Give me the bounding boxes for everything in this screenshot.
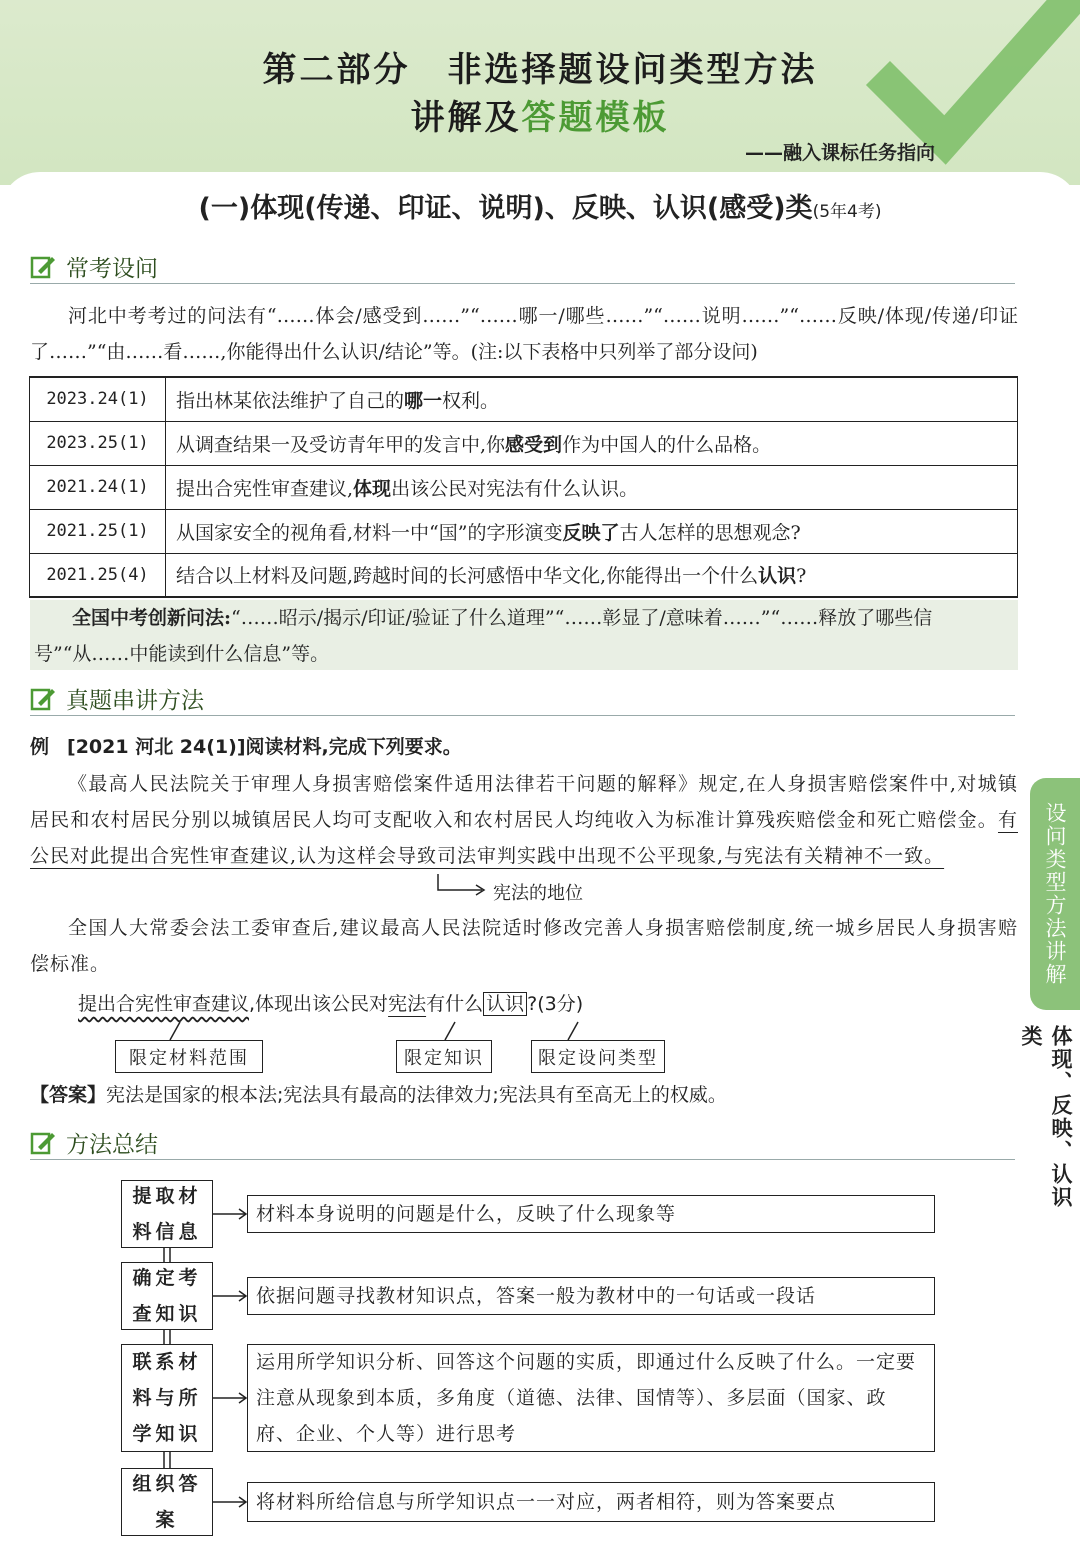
common-questions-intro: 河北中考考过的问法有“……体会/感受到……”“……哪一/哪些……”“……说明……”“……反映/体现/传递/印证了……”“由……看……,你能得出什么认识/结论”等。(注:以下表格中只列举了部分设问): [30, 305, 1018, 363]
example-question: 提出合宪性审查建议,体现出该公民对宪法有什么 认识 ?(3分): [78, 993, 584, 1015]
side-category: 体现、反映、认识类: [1019, 1025, 1073, 1209]
innovation-box: 全国中考创新问法:“……昭示/揭示/印证/验证了什么道理”“……彰显了/意味着……”“……释放了哪些信号”“从……中能读到什么信息”等。: [30, 600, 1018, 670]
example-source: 例 [2021 河北 24(1)]阅读材料,完成下列要求。: [30, 736, 462, 758]
heading-method: 方法总结: [30, 1126, 1015, 1160]
table-row: 2023.25(1) 从调查结果一及受访青年甲的发言中,你感受到作为中国人的什么品格。: [30, 421, 1018, 465]
page-subtitle: ——融入课标任务指向: [744, 142, 935, 164]
table-row: 2021.24(1) 提出合宪性审查建议,体现出该公民对宪法有什么认识。: [30, 465, 1018, 509]
step-determine: 确定考查知识: [121, 1262, 213, 1330]
step-extract: 提取材料信息: [121, 1180, 213, 1248]
label-material-range: 限定材料范围: [115, 1040, 263, 1073]
table-row: 2021.25(4) 结合以上材料及问题,跨越时间的长河感悟中华文化,你能得出一个什么认识?: [30, 553, 1018, 597]
step-organize: 组织答案: [121, 1468, 213, 1536]
heading-example: 真题串讲方法: [30, 682, 1015, 716]
step-organize-desc: 将材料所给信息与所学知识点一一对应，两者相符，则为答案要点: [247, 1482, 935, 1522]
callout-position-label: 宪法的地位: [493, 883, 583, 904]
example-material-2: 全国人大常委会法工委审查后,建议最高人民法院适时修改完善人身损害赔偿制度,统一城乡居民人身损害赔偿标准。: [30, 917, 1018, 975]
table-row: 2023.24(1) 指出林某依法维护了自己的哪一权利。: [30, 377, 1018, 421]
label-knowledge: 限定知识: [396, 1040, 492, 1073]
label-question-type: 限定设问类型: [531, 1040, 665, 1073]
page-title-line2: 讲解及答题模板: [410, 98, 670, 138]
table-row: 2021.25(1) 从国家安全的视角看,材料一中“国”的字形演变反映了古人怎样的思想观念?: [30, 509, 1018, 553]
page-title-line1: 第二部分 非选择题设问类型方法: [262, 50, 818, 90]
step-connect-desc: 运用所学知识分析、回答这个问题的实质，即通过什么反映了什么。一定要注意从现象到本质，多角度（道德、法律、国情等）、多层面（国家、政府、企业、个人等）进行思考: [247, 1344, 935, 1452]
example-answer: 【答案】宪法是国家的根本法;宪法具有最高的法律效力;宪法具有至高无上的权威。: [30, 1084, 727, 1106]
section-title: (一)体现(传递、印证、说明)、反映、认识(感受)类(5年4考): [198, 193, 882, 224]
step-determine-desc: 依据问题寻找教材知识点，答案一般为教材中的一句话或一段话: [247, 1277, 935, 1315]
step-extract-desc: 材料本身说明的问题是什么，反映了什么现象等: [247, 1195, 935, 1233]
step-connect: 联系材料与所学知识: [121, 1344, 213, 1452]
heading-common-questions: 常考设问: [30, 250, 1015, 284]
side-tab: 设问类型方法讲解: [1030, 778, 1080, 1010]
example-material-1: 《最高人民法院关于审理人身损害赔偿案件适用法律若干问题的解释》规定,在人身损害赔偿案件中,对城镇居民和农村居民分别以城镇居民人均可支配收入和农村居民人均纯收入为标准计算残疾赔偿金和死亡赔偿金。有公民对此提出合宪性审查建议,认为这样会导致司法审判实践中出现不公平现象,与宪法有关精神不一致。: [30, 773, 1018, 867]
